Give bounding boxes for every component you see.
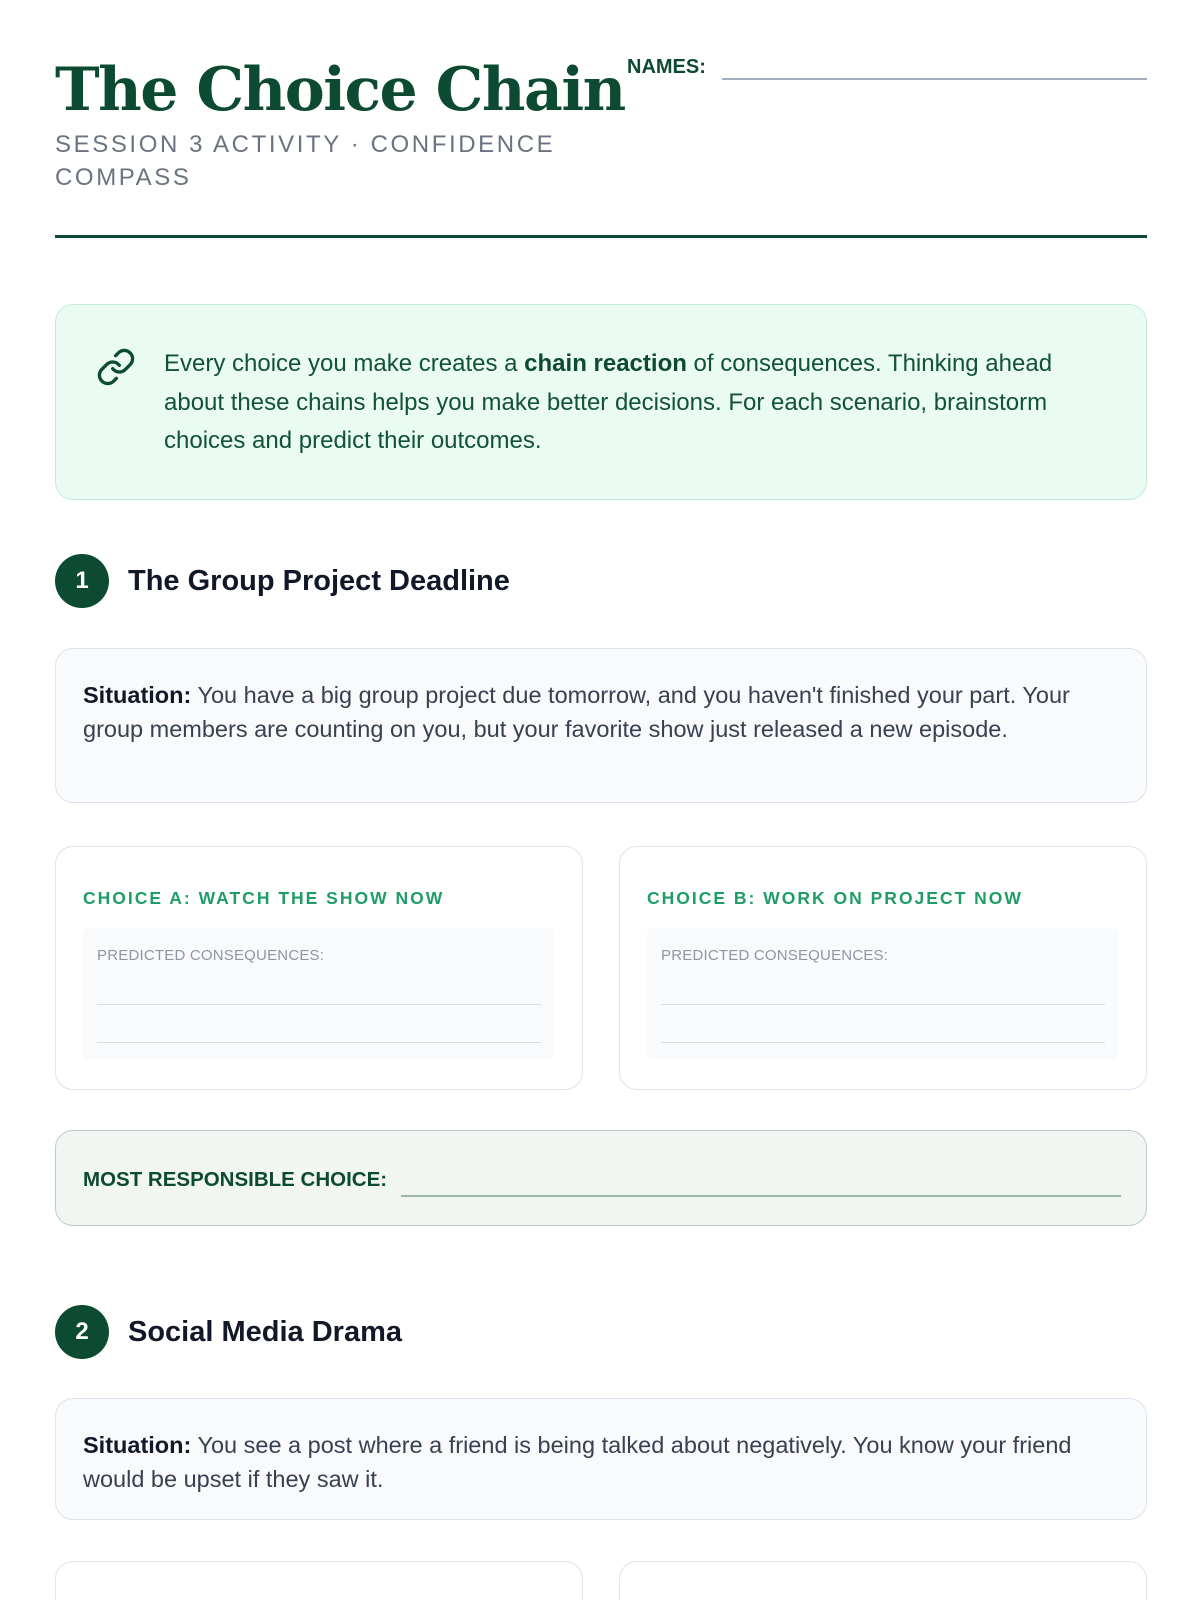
writing-line bbox=[97, 1004, 541, 1005]
choice-b-card bbox=[619, 846, 1147, 1090]
link-icon bbox=[96, 347, 136, 387]
most-responsible-choice-label: MOST RESPONSIBLE CHOICE: bbox=[83, 1168, 388, 1191]
situation-label: Situation: bbox=[83, 1432, 192, 1458]
choice-a-title: CHOICE A: WATCH THE SHOW NOW bbox=[83, 888, 445, 908]
intro-text bbox=[164, 345, 1094, 461]
scenario-2-title: Social Media Drama bbox=[128, 1316, 402, 1348]
scenario-2-situation bbox=[55, 1398, 1147, 1520]
names-field[interactable] bbox=[722, 78, 1147, 80]
situation-text bbox=[83, 679, 1113, 746]
predicted-consequences-label: PREDICTED CONSEQUENCES: bbox=[661, 947, 889, 964]
names-label: NAMES: bbox=[627, 56, 706, 78]
choice-b-consequences-field[interactable] bbox=[647, 928, 1119, 1059]
most-responsible-choice-field[interactable] bbox=[401, 1195, 1121, 1197]
scenario-2-number: 2 bbox=[55, 1305, 109, 1359]
situation-description: You see a post where a friend is being talked about negatively. You know your friend would be upset if they saw it. bbox=[83, 1432, 1072, 1492]
worksheet-page bbox=[55, 0, 1147, 1600]
scenario-1-heading bbox=[55, 554, 1147, 608]
page-subtitle: SESSION 3 ACTIVITY · CONFIDENCE COMPASS bbox=[55, 131, 556, 191]
situation-description: You have a big group project due tomorrow, and you haven't finished your part. Your group members are counting on you, but your favorite show just released a new episode. bbox=[83, 682, 1070, 742]
writing-line bbox=[661, 1004, 1105, 1005]
situation-label: Situation: bbox=[83, 682, 192, 708]
choice-a-card bbox=[55, 846, 583, 1090]
intro-callout bbox=[55, 304, 1147, 500]
scenario-1-situation bbox=[55, 648, 1147, 803]
choice-b-title: CHOICE B: WORK ON PROJECT NOW bbox=[647, 888, 1023, 908]
intro-text-end: of consequences. Thinking ahead about these chains helps you make better decisions. For each scenario, brainstorm choices and predict their outcomes. bbox=[164, 350, 1053, 454]
intro-text-start: Every choice you make creates a bbox=[164, 350, 525, 377]
scenario-1-number: 1 bbox=[55, 554, 109, 608]
choice-card-partial bbox=[55, 1561, 583, 1600]
most-responsible-choice-box bbox=[55, 1130, 1147, 1226]
writing-line bbox=[661, 1042, 1105, 1043]
scenario-1-title: The Group Project Deadline bbox=[128, 565, 510, 597]
worksheet-header bbox=[55, 0, 1147, 238]
scenario-2-heading bbox=[55, 1305, 1147, 1359]
situation-text bbox=[83, 1429, 1113, 1496]
choice-a-consequences-field[interactable] bbox=[83, 928, 555, 1059]
page-title: The Choice Chain bbox=[55, 55, 625, 125]
predicted-consequences-label: PREDICTED CONSEQUENCES: bbox=[97, 947, 325, 964]
choice-card-partial bbox=[619, 1561, 1147, 1600]
writing-line bbox=[97, 1042, 541, 1043]
intro-text-bold: chain reaction bbox=[524, 350, 687, 377]
